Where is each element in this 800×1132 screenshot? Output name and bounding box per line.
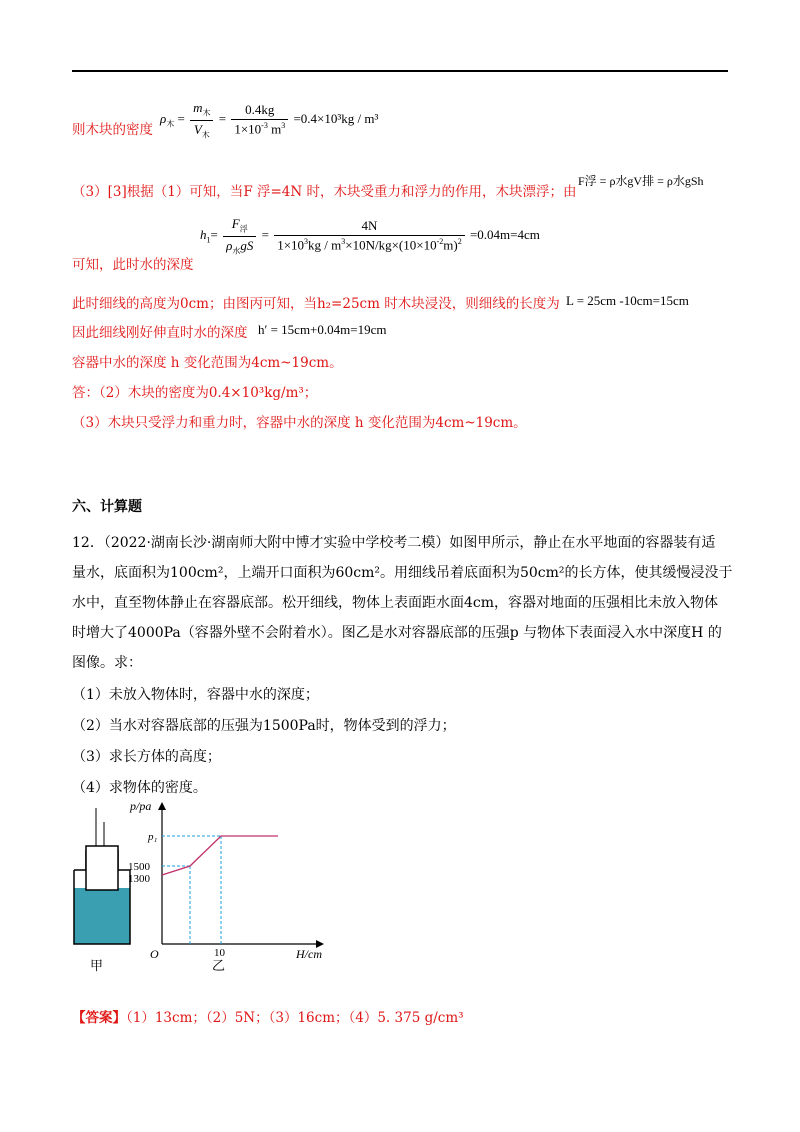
section-title: 六、计算题 <box>72 499 142 515</box>
y-arrow <box>158 802 166 810</box>
x-tick-10: 10 <box>214 947 225 959</box>
question-2: （2）当水对容器底部的压强为1500Pa时，物体受到的浮力； <box>72 718 456 734</box>
y-tick-1300: 1300 <box>128 873 150 885</box>
problem-line-4: 时增大了4000Pa（容器外壁不会附着水）。图乙是水对容器底部的压强p 与物体下表面浸入水中深度H 的 <box>72 625 722 641</box>
problem-line-5: 图像。求： <box>72 655 142 671</box>
density-line: 则木块的密度 <box>72 122 153 138</box>
y-tick-1500: 1500 <box>128 861 150 873</box>
question-4: （4）求物体的密度。 <box>72 780 207 796</box>
part3-line: （3）[3]根据（1）可知，当F 浮=4N 时，木块受重力和浮力的作用，木块漂浮；由 <box>72 184 577 200</box>
straight-line: 因此细线刚好伸直时水的深度 <box>72 325 248 341</box>
problem-line-2: 量水，底面积为100cm²，上端开口面积为60cm²。用细线吊着底面积为50cm²的长方体，使其缓慢浸没于 <box>72 565 733 581</box>
caption-yi: 乙 <box>212 959 226 974</box>
answer-value: （1）13cm；（2）5N；（3）16cm；（4）5. 375 g/cm³ <box>126 1010 464 1026</box>
depth-line: 可知，此时水的深度 <box>72 257 194 273</box>
question-3: （3）求长方体的高度； <box>72 749 221 765</box>
answer-key: 【答案】 <box>72 1010 126 1026</box>
caption-jia: 甲 <box>90 959 104 974</box>
problem-line-3: 水中，直至物体静止在容器底部。松开细线，物体上表面距水面4cm，容器对地面的压强相比未放入物体 <box>72 595 719 611</box>
problem-line-1: 12．（2022·湖南长沙·湖南师大附中博才实验中学校考二模）如图甲所示，静止在水平地面的容器装有适 <box>72 535 716 551</box>
straight-depth-equation: h′ = 15cm+0.04m=19cm <box>258 322 387 337</box>
graph <box>128 799 324 974</box>
block <box>86 846 118 890</box>
pressure-curve <box>162 836 278 875</box>
header-rule <box>72 70 728 72</box>
container-diagram <box>74 808 130 974</box>
range-line: 容器中水的深度 h 变化范围为4cm~19cm。 <box>72 355 343 371</box>
y-axis-label: p/pa <box>130 799 152 813</box>
depth-equation: $h_1=$ $\frac{F_浮}{\rho_水gS}$ = $\frac{4N}{1\times 10^3kg / m^3\times 10N/kg\times(10\times 10^{-2}m)^2}$ =0.04m=4cm <box>200 216 540 256</box>
answer-line-b: （3）木块只受浮力和重力时，容器中水的深度 h 变化范围为4cm~19cm。 <box>72 415 527 431</box>
answer-line-a: 答：（2）木块的密度为0.4×10³kg/m³； <box>72 385 318 401</box>
y-tick-p1: p₁ <box>148 831 158 843</box>
figure-svg <box>64 798 354 988</box>
x-axis-label: H/cm <box>296 947 322 961</box>
answer-line <box>72 1006 464 1026</box>
buoyancy-equation: F浮 = ρ水gV排 = ρ水gSh <box>578 174 704 188</box>
rope-line: 此时细线的高度为0cm；由图丙可知，当h₂=25cm 时木块浸没，则细线的长度为 <box>72 296 560 312</box>
figure <box>64 798 354 992</box>
density-equation: $\rho_木$ = $\frac{m_木}{V_木}$ = $\frac{0.4kg}{1\times 10^{-3} m^3}$ =0.4×10³kg / m³ <box>160 100 379 140</box>
rope-length-equation: L = 25cm -10cm=15cm <box>566 293 689 308</box>
question-1: （1）未放入物体时，容器中水的深度； <box>72 687 319 703</box>
origin-label: O <box>150 947 159 961</box>
water-fill <box>74 888 130 944</box>
